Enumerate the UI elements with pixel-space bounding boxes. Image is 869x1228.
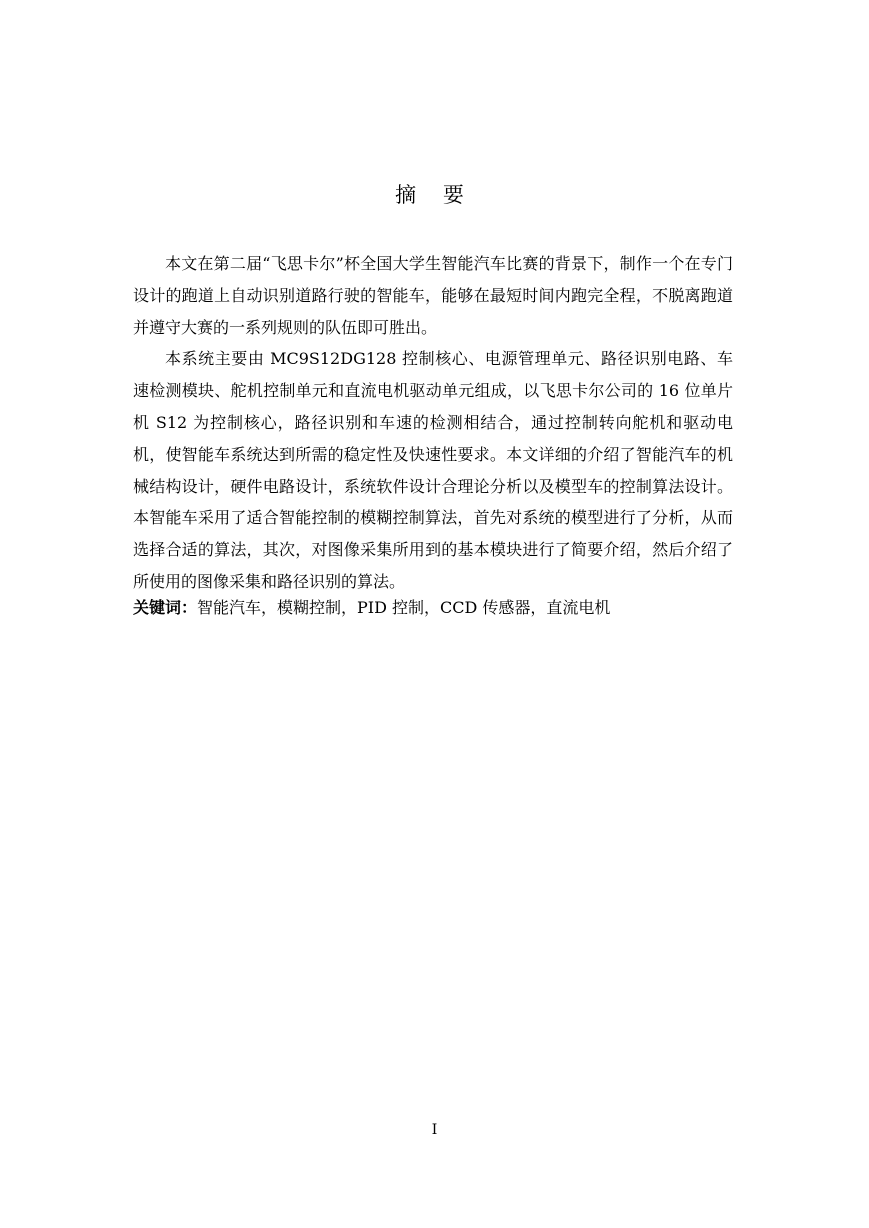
abstract-paragraph-1: 本文在第二届“飞思卡尔”杯全国大学生智能汽车比赛的背景下，制作一个在专门设计的跑道上自动识别道路行驶的智能车，能够在最短时间内跑完全程，不脱离跑道并遵守大赛的一系列规则的队伍即可胜出。 xyxy=(133,254,733,337)
page-title: 摘 要 xyxy=(395,183,474,207)
abstract-body xyxy=(133,248,733,598)
keywords-label: 关键词： xyxy=(133,598,198,617)
keywords-line xyxy=(133,593,733,623)
abstract-paragraph-2: 本系统主要由 MC9S12DG128 控制核心、电源管理单元、路径识别电路、车速检测模块、舵机控制单元和直流电机驱动单元组成，以飞思卡尔公司的 16 位单片机 S12 为控制核心，路径识别和车速的检测相结合，通过控制转向舵机和驱动电机，使智能车系统达到所需的稳定性及快速性要求。本文详细的介绍了智能汽车的机械结构设计，硬件电路设计，系统软件设计合理论分析以及模型车的控制算法设计。本智能车采用了适合智能控制的模糊控制算法，首先对系统的模型进行了分析，从而选择合适的算法，其次，对图像采集所用到的基本模块进行了简要介绍，然后介绍了所使用的图像采集和路径识别的算法。 xyxy=(133,349,733,591)
page-number: I xyxy=(431,1122,438,1138)
keywords-text: 智能汽车，模糊控制，PID 控制，CCD 传感器，直流电机 xyxy=(197,598,611,617)
